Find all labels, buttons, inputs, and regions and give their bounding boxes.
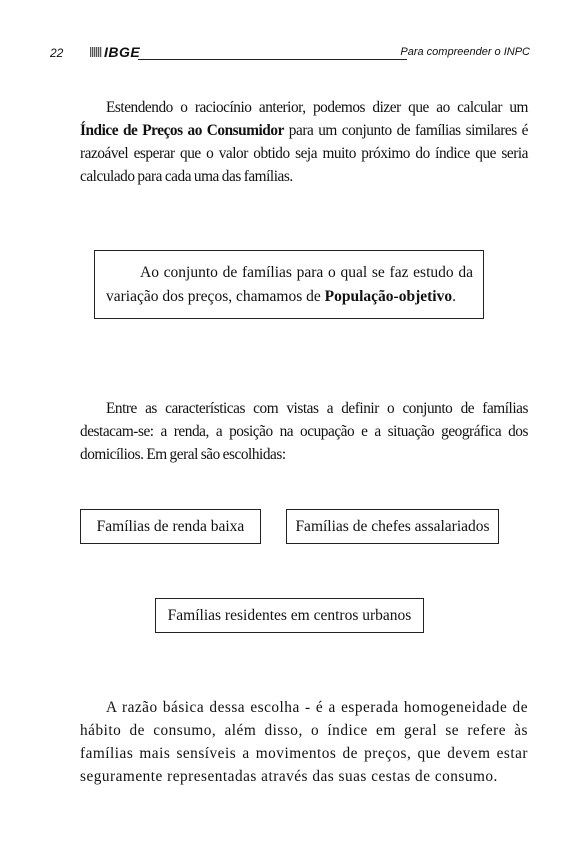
definition-bold-term: População-objetivo <box>324 288 453 305</box>
ibge-logo-text: IBGE <box>104 44 141 60</box>
definition-text-before: Ao conjunto de famílias para o qual se faz estudo da variação dos preços, chamamos de <box>106 264 473 305</box>
characteristics-text: Entre as características com vistas a definir o conjunto de famílias destacam-se: a renda, a posição na ocupação e a situação geográfica dos domicílios. Em geral são escolhidas: <box>80 400 528 463</box>
definition-box <box>94 250 484 319</box>
running-title: Para compreender o INPC <box>400 46 530 58</box>
family-box-salaried-heads: Famílias de chefes assalariados <box>286 509 499 544</box>
page-header <box>50 44 530 64</box>
ibge-logo <box>90 44 140 60</box>
definition-text-after: . <box>452 288 456 305</box>
header-rule <box>138 59 407 60</box>
ibge-logo-icon <box>90 47 102 57</box>
intro-text-before: Estendendo o raciocínio anterior, podemos dizer que ao calcular um <box>106 99 528 116</box>
page-number: 22 <box>50 46 64 60</box>
family-box-low-income: Famílias de renda baixa <box>80 509 261 544</box>
conclusion-text: A razão básica dessa escolha - é a esperada homogeneidade de hábito de consumo, além disso, o índice em geral se refere às famílias mais sensíveis a movimentos de preços, que devem estar seguramente representadas através das suas cestas de consumo. <box>80 699 528 785</box>
characteristics-paragraph <box>80 397 528 466</box>
intro-text-after: para um conjunto de famílias similares é razoável esperar que o valor obtido seja muito próximo do índice que seria calculado para cada uma das famílias. <box>80 122 528 185</box>
family-box-urban-residents: Famílias residentes em centros urbanos <box>155 598 424 633</box>
intro-paragraph <box>80 96 528 188</box>
conclusion-paragraph <box>80 696 528 788</box>
intro-bold-term: Índice de Preços ao Consumidor <box>80 122 284 139</box>
